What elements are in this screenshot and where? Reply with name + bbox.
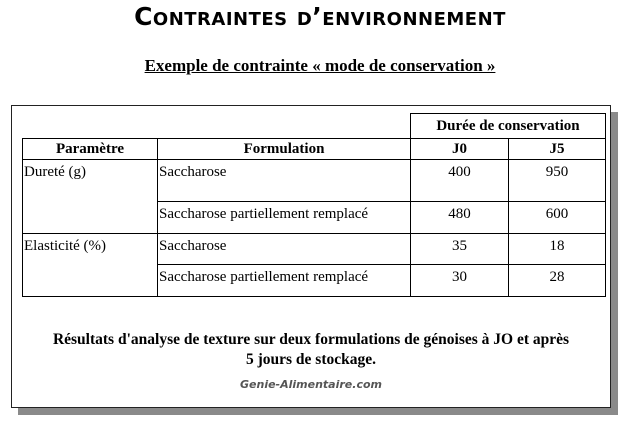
cell-j5: 950 <box>509 160 606 202</box>
cell-j0: 400 <box>411 160 509 202</box>
header-j0: J0 <box>411 139 509 160</box>
cell-formulation: Saccharose partiellement remplacé <box>158 202 411 234</box>
subtitle: Exemple de contrainte « mode de conservation » <box>144 56 496 75</box>
watermark: Genie-Alimentaire.com <box>240 378 382 391</box>
header-formulation: Formulation <box>158 139 411 160</box>
header-j5: J5 <box>509 139 606 160</box>
content-frame <box>11 105 611 408</box>
conservation-table <box>22 113 606 297</box>
cell-parametre: Dureté (g) <box>23 160 158 234</box>
header-parametre: Paramètre <box>23 139 158 160</box>
cell-j5: 18 <box>509 234 606 265</box>
page-title: Contraintes d’environnement <box>134 2 506 31</box>
cell-j5: 28 <box>509 265 606 297</box>
cell-j0: 30 <box>411 265 509 297</box>
cell-formulation: Saccharose <box>158 160 411 202</box>
cell-formulation: Saccharose <box>158 234 411 265</box>
table-row <box>23 234 606 265</box>
cell-j0: 480 <box>411 202 509 234</box>
cell-formulation: Saccharose partiellement remplacé <box>158 265 411 297</box>
header-duree-conservation: Durée de conservation <box>411 114 606 139</box>
table-caption: Résultats d'analyse de texture sur deux formulations de génoises à JO et après 5 jours de stockage. <box>52 331 570 368</box>
cell-j5: 600 <box>509 202 606 234</box>
table-row <box>23 160 606 202</box>
cell-j0: 35 <box>411 234 509 265</box>
cell-parametre: Elasticité (%) <box>23 234 158 297</box>
